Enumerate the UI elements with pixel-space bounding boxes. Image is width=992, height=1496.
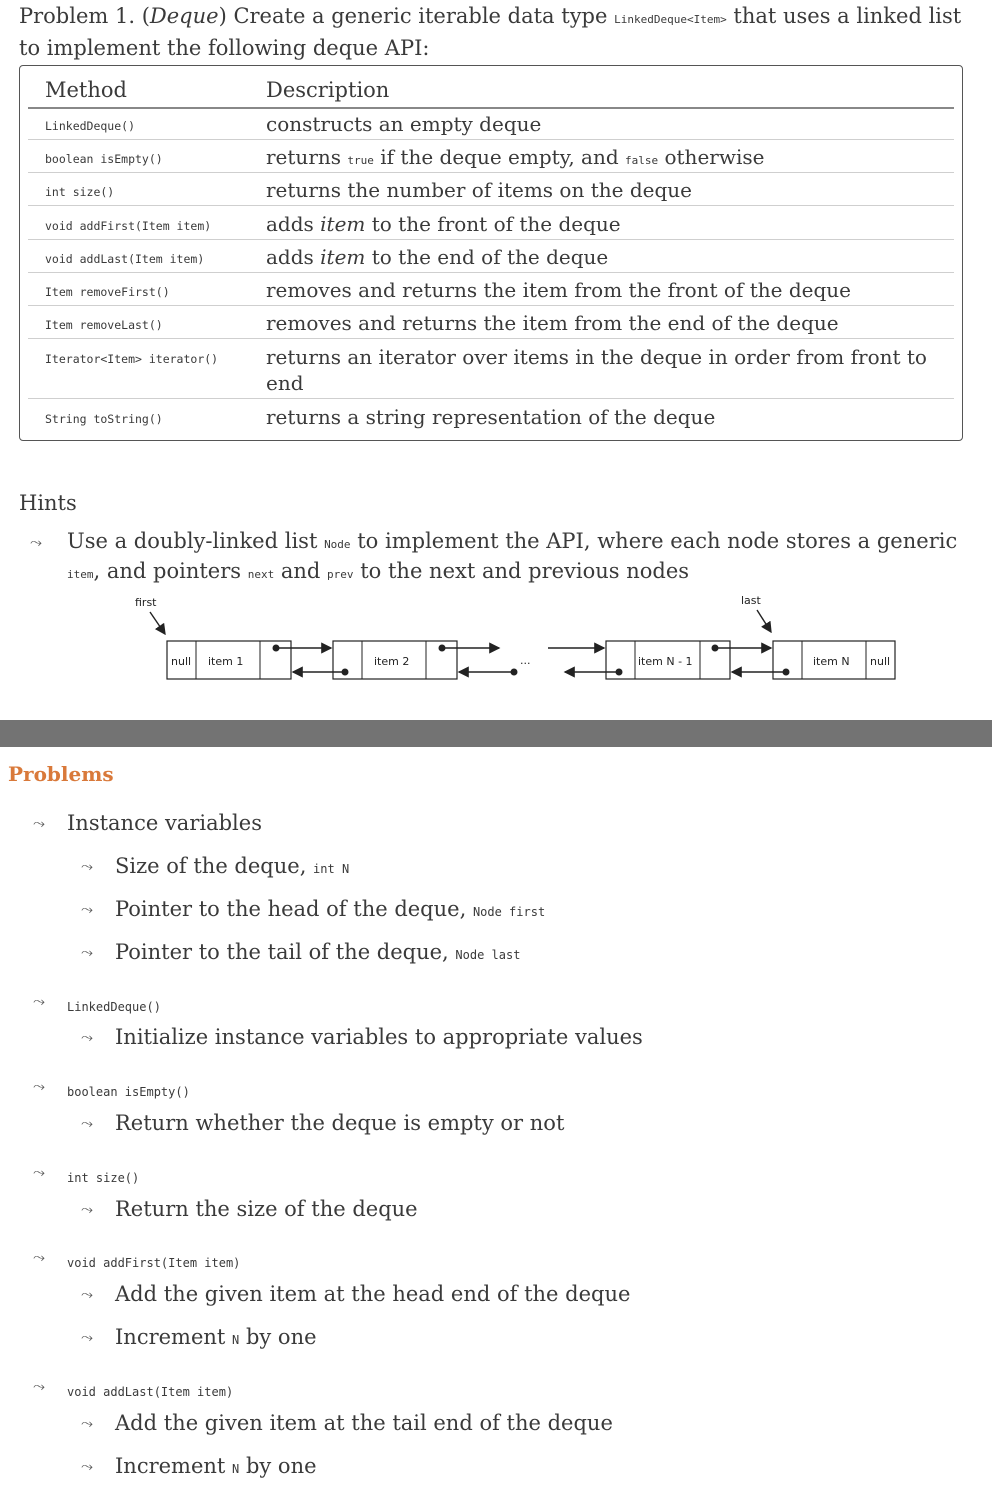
last-pointer-arrow xyxy=(757,610,771,632)
method-description xyxy=(266,310,956,336)
squiggle-arrow-icon: ⤳ xyxy=(33,1163,46,1181)
method-signature: LinkedDeque() xyxy=(45,119,136,133)
method-description xyxy=(266,244,956,270)
problem-text xyxy=(67,811,262,835)
method-description xyxy=(266,344,956,396)
inline-text: returns an iterator over items in the deque in order from front to end xyxy=(266,345,927,395)
node-1-item: item 1 xyxy=(208,655,244,668)
inline-text: Size of the deque, xyxy=(115,854,314,878)
inline-italic: item xyxy=(320,245,366,269)
squiggle-arrow-icon: ⤳ xyxy=(33,1377,46,1395)
problem-text xyxy=(67,1077,190,1101)
node-n-minus-1-item: item N - 1 xyxy=(638,655,693,668)
method-signature: boolean isEmpty() xyxy=(45,152,163,166)
slide-divider xyxy=(0,720,992,747)
problem-text xyxy=(67,1163,139,1187)
intro-suffix: that uses a linked list to implement the following deque API: xyxy=(19,4,962,60)
problem-text xyxy=(67,992,161,1016)
intro-mid: ) Create a generic iterable data type xyxy=(218,4,615,28)
node-2-item: item 2 xyxy=(374,655,410,668)
node-n xyxy=(773,641,895,679)
inline-text: and xyxy=(274,559,328,583)
inline-code: prev xyxy=(327,568,354,581)
row-divider xyxy=(28,272,954,273)
api-table-header xyxy=(20,66,962,108)
inline-code: Node xyxy=(324,538,351,551)
hint-text xyxy=(67,528,962,588)
method-description xyxy=(266,144,956,174)
problem-text xyxy=(115,1111,564,1135)
problems-title: Problems xyxy=(8,762,114,786)
method-description xyxy=(266,111,956,137)
intro-code: LinkedDeque<Item> xyxy=(614,13,727,26)
inline-text: Pointer to the head of the deque, xyxy=(115,897,473,921)
inline-text: Initialize instance variables to appropriate values xyxy=(115,1025,643,1049)
method-signature: void addFirst(Item item) xyxy=(45,219,212,233)
row-divider xyxy=(28,205,954,206)
problem-text xyxy=(115,1282,630,1306)
inline-code: int size() xyxy=(67,1171,140,1185)
method-signature: void addLast(Item item) xyxy=(45,252,205,266)
squiggle-arrow-icon: ⤳ xyxy=(81,1328,94,1346)
last-label: last xyxy=(741,594,761,607)
inline-code: N xyxy=(232,1462,240,1476)
inline-italic: item xyxy=(320,212,366,236)
problem-text xyxy=(115,854,349,878)
squiggle-arrow-icon: ⤳ xyxy=(81,857,94,875)
inline-text: by one xyxy=(239,1325,317,1349)
node-n-minus-1 xyxy=(606,641,730,679)
problem-text xyxy=(115,940,520,964)
inline-text: adds xyxy=(266,212,321,236)
api-table xyxy=(19,65,963,441)
inline-text: adds xyxy=(266,245,321,269)
inline-code: item xyxy=(67,568,94,581)
squiggle-arrow-icon: ⤳ xyxy=(33,1077,46,1095)
squiggle-arrow-icon: ⤳ xyxy=(33,814,46,832)
inline-text: constructs an empty deque xyxy=(266,112,542,136)
method-description xyxy=(266,177,956,203)
inline-text: Add the given item at the tail end of the deque xyxy=(115,1411,613,1435)
squiggle-arrow-icon: ⤳ xyxy=(81,943,94,961)
inline-text: Increment xyxy=(115,1325,233,1349)
inline-text: to the end of the deque xyxy=(365,245,609,269)
inline-code: void addFirst(Item item) xyxy=(67,1256,241,1270)
inline-text: Pointer to the tail of the deque, xyxy=(115,940,456,964)
row-divider xyxy=(28,139,954,140)
inline-text: Use a doubly-linked list xyxy=(67,529,325,553)
node-n-next-null: null xyxy=(870,655,891,668)
inline-text: Return the size of the deque xyxy=(115,1197,418,1221)
problem-text xyxy=(67,1248,240,1272)
problem-text xyxy=(115,1454,317,1478)
problem-text xyxy=(115,1197,418,1221)
problem-text xyxy=(115,1325,317,1349)
squiggle-arrow-icon: ⤳ xyxy=(81,1457,94,1475)
method-description xyxy=(266,277,956,303)
problem-text xyxy=(67,1377,233,1401)
inline-text: if the deque empty, and xyxy=(373,145,625,169)
inline-text: , and pointers xyxy=(93,559,248,583)
inline-code: next xyxy=(247,568,275,581)
problem-intro xyxy=(19,2,979,62)
row-divider xyxy=(28,338,954,339)
node-1 xyxy=(167,641,291,679)
hints-title: Hints xyxy=(19,491,77,515)
squiggle-arrow-icon: ⤳ xyxy=(81,900,94,918)
problem-text xyxy=(115,1411,613,1435)
description-column-header: Description xyxy=(266,78,390,102)
method-signature: Item removeLast() xyxy=(45,318,163,332)
inline-text: otherwise xyxy=(658,145,765,169)
problem-text xyxy=(115,1025,643,1049)
inline-text: returns a string representation of the deque xyxy=(266,405,716,429)
method-column-header: Method xyxy=(45,78,127,102)
inline-code: true xyxy=(347,154,374,167)
squiggle-arrow-icon: ⤳ xyxy=(33,1248,46,1266)
squiggle-arrow-icon: ⤳ xyxy=(81,1028,94,1046)
squiggle-arrow-icon: ⤳ xyxy=(81,1200,94,1218)
method-description xyxy=(266,211,956,237)
inline-code: void addLast(Item item) xyxy=(67,1385,234,1399)
row-divider xyxy=(28,398,954,399)
inline-text: Return whether the deque is empty or not xyxy=(115,1111,565,1135)
inline-text: returns xyxy=(266,145,348,169)
method-signature: String toString() xyxy=(45,412,163,426)
inline-code: Node first xyxy=(472,905,546,919)
squiggle-arrow-icon: ⤳ xyxy=(30,533,43,551)
inline-code: N xyxy=(232,1333,240,1347)
first-label: first xyxy=(135,596,157,609)
inline-text: to the next and previous nodes xyxy=(353,559,690,583)
squiggle-arrow-icon: ⤳ xyxy=(81,1414,94,1432)
inline-code: LinkedDeque() xyxy=(67,1000,161,1014)
inline-code: boolean isEmpty() xyxy=(67,1085,190,1099)
inline-text: Add the given item at the head end of the deque xyxy=(115,1282,631,1306)
ellipsis: ... xyxy=(520,654,531,667)
intro-prefix: Problem 1. ( xyxy=(19,4,150,28)
method-description xyxy=(266,404,956,430)
inline-text: to the front of the deque xyxy=(365,212,621,236)
row-divider xyxy=(28,172,954,173)
intro-italic: Deque xyxy=(149,4,219,28)
problem-text xyxy=(115,897,545,921)
method-signature: Item removeFirst() xyxy=(45,285,170,299)
method-signature: Iterator<Item> iterator() xyxy=(45,352,219,366)
inline-code: Node last xyxy=(455,948,521,962)
header-rule xyxy=(28,107,954,109)
linked-list-svg xyxy=(0,590,992,700)
linked-list-diagram xyxy=(0,590,992,700)
inline-text: by one xyxy=(239,1454,317,1478)
squiggle-arrow-icon: ⤳ xyxy=(81,1285,94,1303)
inline-code: int N xyxy=(313,862,350,876)
node-n-item: item N xyxy=(813,655,850,668)
row-divider xyxy=(28,305,954,306)
squiggle-arrow-icon: ⤳ xyxy=(33,992,46,1010)
row-divider xyxy=(28,239,954,240)
inline-text: to implement the API, where each node stores a generic xyxy=(350,529,958,553)
inline-text: removes and returns the item from the end of the deque xyxy=(266,311,839,335)
inline-text: returns the number of items on the deque xyxy=(266,178,692,202)
inline-text: Increment xyxy=(115,1454,233,1478)
squiggle-arrow-icon: ⤳ xyxy=(81,1114,94,1132)
node-2 xyxy=(333,641,457,679)
inline-code: false xyxy=(625,154,659,167)
inline-text: Instance variables xyxy=(67,811,262,835)
node-1-prev-null: null xyxy=(171,655,192,668)
method-signature: int size() xyxy=(45,185,115,199)
first-pointer-arrow xyxy=(150,612,165,634)
inline-text: removes and returns the item from the front of the deque xyxy=(266,278,851,302)
